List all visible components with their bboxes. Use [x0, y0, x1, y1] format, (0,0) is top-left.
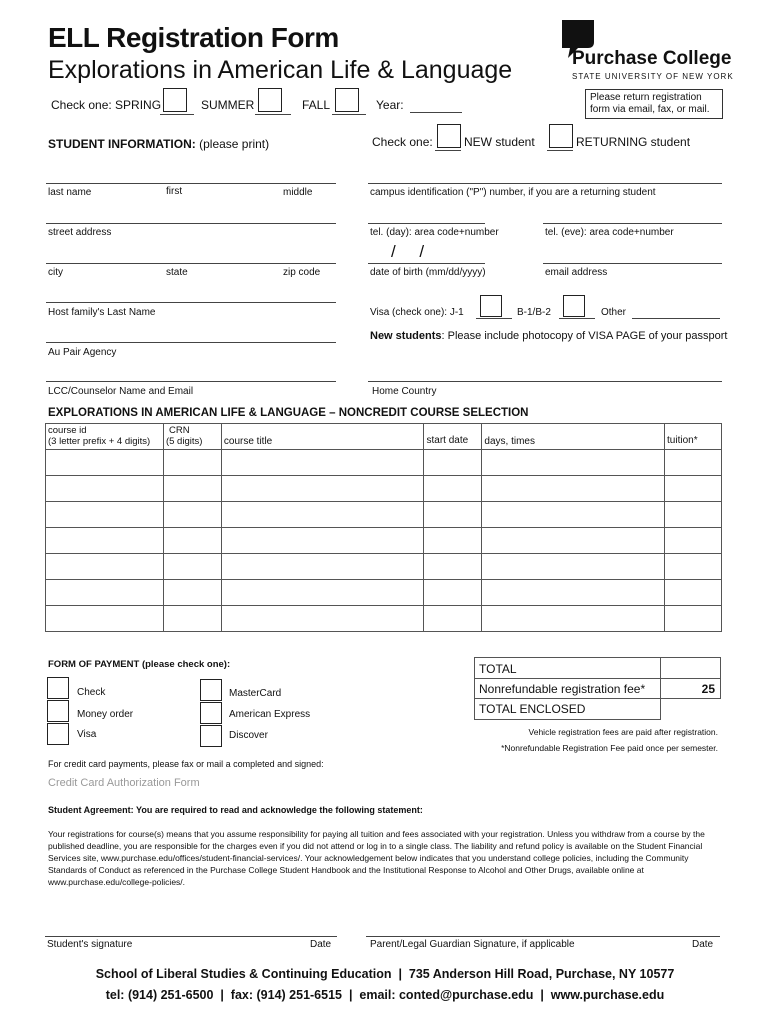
course-row	[46, 450, 722, 476]
course-cell[interactable]	[46, 580, 164, 606]
course-cell[interactable]	[665, 502, 722, 528]
payment-heading: FORM OF PAYMENT (please check one):	[48, 659, 231, 670]
form-title: ELL Registration Form	[48, 22, 339, 53]
course-cell[interactable]	[163, 580, 221, 606]
visa-b1b2-checkbox[interactable]	[563, 295, 585, 317]
col-course-id-line2: (3 letter prefix + 4 digits)	[48, 436, 151, 447]
col-course-title: course title	[221, 424, 424, 450]
logo-name: Purchase College	[572, 48, 732, 69]
student-date-label: Date	[310, 939, 332, 950]
student-info-heading	[48, 137, 269, 151]
cc-authorization-form-link[interactable]: Credit Card Authorization Form	[48, 777, 200, 789]
tel-eve-label: tel. (eve): area code+number	[545, 227, 674, 238]
course-cell[interactable]	[665, 606, 722, 632]
course-cell[interactable]	[424, 502, 482, 528]
col-crn-line2: (5 digits)	[165, 436, 203, 447]
street-line[interactable]	[46, 223, 336, 224]
course-cell[interactable]	[163, 476, 221, 502]
fee-label: Nonrefundable registration fee*	[475, 679, 661, 699]
course-cell[interactable]	[46, 606, 164, 632]
course-row	[46, 528, 722, 554]
email-label: email address	[545, 267, 608, 278]
course-row	[46, 606, 722, 632]
student-info-heading-note: (please print)	[199, 137, 270, 151]
visa-card-checkbox[interactable]	[47, 723, 69, 745]
tel-day-line[interactable]	[368, 223, 485, 224]
course-cell[interactable]	[424, 554, 482, 580]
first-name-label: first	[166, 186, 183, 197]
course-cell[interactable]	[163, 528, 221, 554]
email-line[interactable]	[543, 263, 722, 264]
mastercard-checkbox[interactable]	[200, 679, 222, 701]
zip-label: zip code	[283, 267, 321, 278]
summer-underline	[255, 114, 291, 115]
new-students-note-bold: New students	[370, 330, 442, 342]
mastercard-label: MasterCard	[229, 688, 282, 699]
guardian-signature-label: Parent/Legal Guardian Signature, if applicable	[370, 939, 575, 950]
dob-slashes: / /	[391, 242, 425, 261]
last-name-label: last name	[48, 187, 92, 198]
col-crn	[163, 424, 221, 450]
col-tuition: tuition*	[665, 424, 722, 450]
lcc-label: LCC/Counselor Name and Email	[48, 386, 194, 397]
tel-day-label: tel. (day): area code+number	[370, 227, 499, 238]
course-cell[interactable]	[424, 606, 482, 632]
course-cell[interactable]	[221, 580, 424, 606]
col-course-id-line1: course id	[48, 425, 87, 436]
course-cell[interactable]	[665, 450, 722, 476]
returning-student-underline	[547, 150, 573, 151]
course-cell[interactable]	[424, 476, 482, 502]
course-cell[interactable]	[221, 606, 424, 632]
city-label: city	[48, 267, 63, 278]
agreement-body: Your registrations for course(s) means that you assume responsibility for paying all tuition and fees associated with your registration. Unless you withdraw from a course by the published deadline, you are responsible for the charges even if you did not attend or log in to a single class. The liability and refund policy is available on the Student Financial Services site, www.purchase.edu/offices/student-financial-services/. Your acknowledgement below indicates that you understand college policies, including the Community Standards of Conduct as referenced in the Purchase College Student Handbook and the Institutional Response to Alcohol and Other Drugs, available online at www.purchase.edu/college-policies/.	[48, 829, 705, 887]
summer-label: SUMMER	[201, 98, 255, 112]
course-cell[interactable]	[163, 554, 221, 580]
name-line[interactable]	[46, 183, 336, 184]
course-row	[46, 554, 722, 580]
visa-other-label: Other	[601, 307, 627, 318]
campus-id-line[interactable]	[368, 183, 722, 184]
college-logo	[560, 18, 734, 88]
fall-checkbox[interactable]	[335, 88, 359, 112]
returning-student-label: RETURNING student	[576, 135, 691, 149]
term-check-one-label: Check one: SPRING	[51, 98, 162, 112]
tel-eve-line[interactable]	[543, 223, 722, 224]
state-label: state	[166, 267, 188, 278]
visa-label: Visa (check one): J-1	[370, 307, 464, 318]
footer-address: School of Liberal Studies & Continuing Education | 735 Anderson Hill Road, Purchase, NY 10577	[95, 967, 675, 981]
course-section-heading: EXPLORATIONS IN AMERICAN LIFE & LANGUAGE – NONCREDIT COURSE SELECTION	[48, 407, 529, 419]
money-order-checkbox[interactable]	[47, 700, 69, 722]
spring-checkbox[interactable]	[163, 88, 187, 112]
course-table	[45, 423, 722, 632]
logo-tagline: STATE UNIVERSITY OF NEW YORK	[572, 72, 734, 81]
course-row	[46, 476, 722, 502]
returning-student-checkbox[interactable]	[549, 124, 573, 148]
course-cell[interactable]	[482, 476, 665, 502]
course-cell[interactable]	[665, 476, 722, 502]
dob-line[interactable]	[368, 263, 485, 264]
fee-note: *Nonrefundable Registration Fee paid once per semester.	[501, 743, 718, 753]
col-course-id	[46, 424, 164, 450]
student-info-heading-bold: STUDENT INFORMATION:	[48, 137, 196, 151]
course-cell[interactable]	[163, 606, 221, 632]
footer-contact: tel: (914) 251-6500 | fax: (914) 251-6515 | email: conted@purchase.edu | www.purchase.edu	[105, 988, 665, 1002]
year-input[interactable]	[410, 112, 462, 113]
course-cell[interactable]	[221, 528, 424, 554]
fee-value: 25	[661, 679, 721, 699]
course-cell[interactable]	[665, 580, 722, 606]
course-cell[interactable]	[46, 502, 164, 528]
col-start-date: start date	[424, 424, 482, 450]
course-cell[interactable]	[482, 554, 665, 580]
campus-id-label: campus identification ("P") number, if you are a returning student	[370, 187, 656, 198]
visa-b1b2-underline	[559, 318, 595, 319]
return-note-box	[585, 89, 723, 119]
visa-other-input[interactable]	[632, 318, 720, 319]
total-enclosed-label: TOTAL ENCLOSED	[475, 699, 661, 720]
total-label: TOTAL	[475, 658, 661, 679]
city-line[interactable]	[46, 263, 336, 264]
course-cell[interactable]	[665, 554, 722, 580]
course-cell[interactable]	[221, 554, 424, 580]
host-family-label: Host family's Last Name	[48, 307, 156, 318]
total-enclosed-value[interactable]	[661, 699, 721, 720]
course-row	[46, 580, 722, 606]
student-type-check-one: Check one:	[372, 135, 433, 149]
visa-j1-underline	[476, 318, 512, 319]
course-cell[interactable]	[46, 450, 164, 476]
student-signature-label: Student's signature	[47, 939, 133, 950]
col-crn-line1: CRN	[168, 425, 190, 436]
middle-name-label: middle	[283, 187, 313, 198]
new-student-checkbox[interactable]	[437, 124, 461, 148]
course-cell[interactable]	[46, 554, 164, 580]
new-students-note	[370, 330, 727, 342]
form-subtitle: Explorations in American Life & Language	[48, 56, 513, 84]
home-country-label: Home Country	[372, 386, 437, 397]
course-cell[interactable]	[482, 528, 665, 554]
spring-underline	[160, 114, 194, 115]
new-student-underline	[435, 150, 461, 151]
year-label: Year:	[376, 98, 404, 112]
guardian-date-label: Date	[692, 939, 714, 950]
course-table-header	[46, 424, 722, 450]
summer-checkbox[interactable]	[258, 88, 282, 112]
host-family-line[interactable]	[46, 302, 336, 303]
vehicle-note: Vehicle registration fees are paid after registration.	[528, 727, 718, 737]
fall-label: FALL	[302, 98, 331, 112]
home-country-line[interactable]	[368, 381, 722, 382]
course-cell[interactable]	[424, 528, 482, 554]
course-cell[interactable]	[482, 606, 665, 632]
course-cell[interactable]	[424, 580, 482, 606]
return-note: Please return registration form via email, fax, or mail.	[590, 92, 710, 115]
dob-label: date of birth (mm/dd/yyyy)	[370, 267, 486, 278]
money-order-label: Money order	[77, 709, 134, 720]
course-cell[interactable]	[163, 502, 221, 528]
course-cell[interactable]	[46, 528, 164, 554]
course-cell[interactable]	[665, 528, 722, 554]
student-signature-line[interactable]	[45, 936, 337, 937]
street-label: street address	[48, 227, 112, 238]
new-students-note-text: : Please include photocopy of VISA PAGE of your passport	[441, 330, 728, 342]
visa-card-label: Visa	[77, 729, 97, 740]
col-days-times: days, times	[482, 424, 665, 450]
visa-j1-checkbox[interactable]	[480, 295, 502, 317]
amex-label: American Express	[229, 709, 311, 720]
discover-label: Discover	[229, 730, 268, 741]
lcc-line[interactable]	[46, 381, 336, 382]
course-cell[interactable]	[482, 502, 665, 528]
course-cell[interactable]	[163, 450, 221, 476]
course-cell[interactable]	[482, 450, 665, 476]
course-cell[interactable]	[221, 476, 424, 502]
cc-note: For credit card payments, please fax or mail a completed and signed:	[48, 759, 324, 769]
check-label: Check	[77, 687, 106, 698]
agreement-heading: Student Agreement: You are required to read and acknowledge the following statement:	[48, 805, 423, 815]
totals-table	[474, 657, 721, 720]
course-cell[interactable]	[221, 450, 424, 476]
au-pair-line[interactable]	[46, 342, 336, 343]
discover-checkbox[interactable]	[200, 725, 222, 747]
check-checkbox[interactable]	[47, 677, 69, 699]
au-pair-label: Au Pair Agency	[48, 347, 117, 358]
course-cell[interactable]	[46, 476, 164, 502]
new-student-label: NEW student	[464, 135, 535, 149]
guardian-signature-line[interactable]	[366, 936, 720, 937]
fall-underline	[332, 114, 366, 115]
amex-checkbox[interactable]	[200, 702, 222, 724]
course-row	[46, 502, 722, 528]
course-cell[interactable]	[221, 502, 424, 528]
visa-b1b2-label: B-1/B-2	[517, 307, 551, 318]
course-cell[interactable]	[482, 580, 665, 606]
course-cell[interactable]	[424, 450, 482, 476]
total-value[interactable]	[661, 658, 721, 679]
